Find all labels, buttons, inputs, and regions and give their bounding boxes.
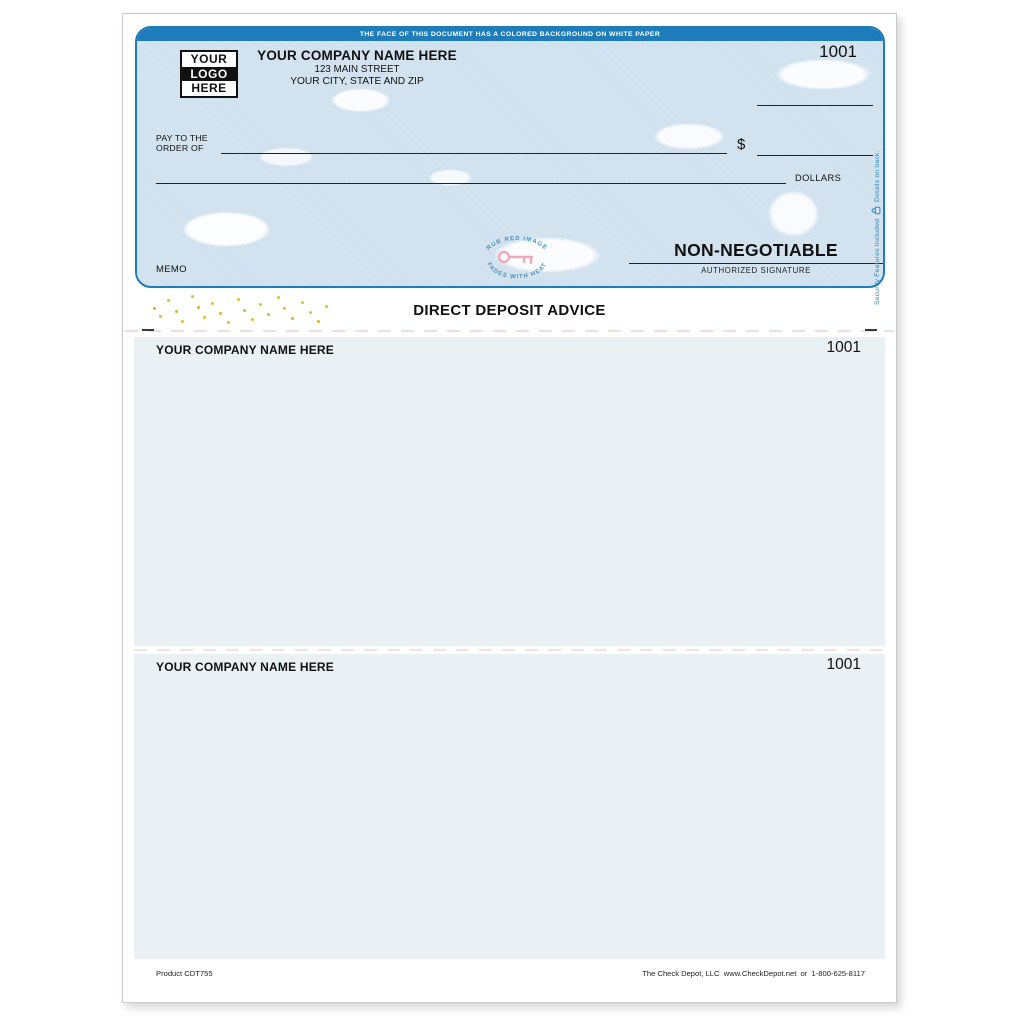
security-side-text	[871, 81, 882, 305]
check-body	[135, 26, 885, 288]
stub-header	[134, 654, 885, 676]
company-block	[237, 48, 477, 87]
amount-words-line	[156, 183, 786, 184]
date-line	[757, 105, 873, 106]
heat-seal	[473, 230, 561, 284]
advice-stub-2	[134, 654, 885, 959]
security-features-text: Security Features Included	[874, 218, 881, 305]
signature-line	[629, 263, 883, 264]
colored-background-banner: THE FACE OF THIS DOCUMENT HAS A COLORED BACKGROUND ON WHITE PAPER	[137, 28, 883, 41]
perforation-line	[125, 330, 894, 332]
vendor-contact: The Check Depot, LLC www.CheckDepot.net or 1-800-625-8117	[642, 969, 865, 978]
logo-line-3: HERE	[191, 81, 227, 96]
lock-icon	[871, 206, 881, 215]
non-negotiable-text: NON-NEGOTIABLE	[674, 240, 838, 260]
stub-company-name: YOUR COMPANY NAME HERE	[156, 660, 334, 674]
check-number: 1001	[819, 42, 857, 61]
stub-company-name: YOUR COMPANY NAME HERE	[156, 343, 334, 357]
advice-stub-1	[134, 337, 885, 646]
seal-top-text: RUB RED IMAGE	[485, 235, 549, 252]
memo-label: MEMO	[156, 264, 187, 275]
company-street: 123 MAIN STREET	[314, 64, 400, 75]
logo-placeholder	[180, 50, 238, 98]
key-icon	[499, 252, 532, 263]
details-on-back-text: Details on back.	[874, 150, 881, 202]
company-city: YOUR CITY, STATE AND ZIP	[290, 76, 424, 87]
check-sheet	[122, 13, 897, 1003]
payee-line	[221, 153, 727, 154]
logo-line-2: LOGO	[182, 67, 236, 82]
svg-text:FADES WITH HEAT	[486, 262, 549, 281]
dollar-sign: $	[737, 136, 746, 153]
seal-bottom-text: FADES WITH HEAT	[485, 261, 549, 281]
sheet-footer	[156, 969, 865, 978]
logo-line-1: YOUR	[190, 52, 228, 66]
perforation-mark-left	[142, 329, 154, 331]
dollars-label: DOLLARS	[795, 173, 842, 183]
signature-block	[629, 240, 883, 275]
perforation-mark-right	[865, 329, 877, 331]
stub-check-number: 1001	[826, 339, 861, 356]
stub-check-number: 1001	[826, 656, 861, 673]
perforation-line-2	[134, 649, 885, 651]
pay-to-label-line2: ORDER OF	[156, 142, 204, 153]
pay-to-label-line1: PAY TO THE	[156, 133, 208, 143]
amount-line	[757, 155, 873, 156]
svg-text:RUB RED IMAGE	[486, 236, 548, 252]
company-name: YOUR COMPANY NAME HERE	[257, 48, 457, 63]
pay-to-label	[156, 134, 208, 153]
product-code: Product CDT755	[156, 969, 213, 978]
advice-title: DIRECT DEPOSIT ADVICE	[413, 302, 606, 319]
stub-header	[134, 337, 885, 359]
authorized-signature-label: AUTHORIZED SIGNATURE	[701, 266, 811, 275]
